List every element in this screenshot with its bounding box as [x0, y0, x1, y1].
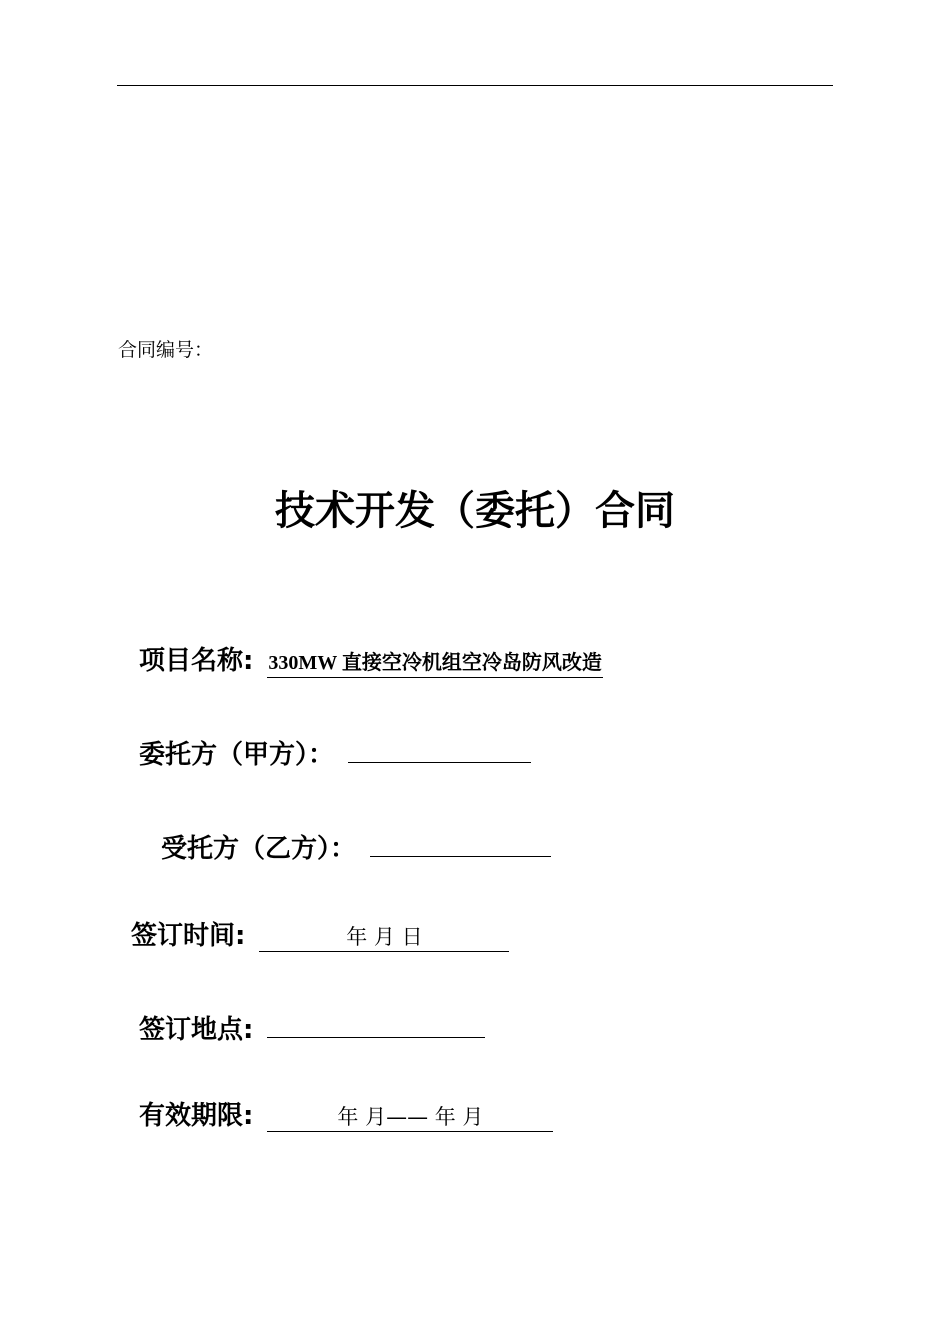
- project-name-value: 330MW 直接空冷机组空冷岛防风改造: [267, 649, 603, 678]
- sign-location-field: [139, 1009, 485, 1047]
- party-a-label: 委托方（甲方）：: [139, 740, 335, 770]
- sign-time-label: 签订时间:: [131, 921, 246, 951]
- party-a-value-line: [348, 734, 531, 763]
- validity-value-line: 年 月—— 年 月: [267, 1103, 553, 1132]
- party-b-value-line: [370, 828, 551, 857]
- party-b-label: 受托方（乙方）：: [161, 834, 357, 864]
- document-title: 技术开发（委托）合同: [275, 488, 675, 534]
- contract-number-label: 合同编号：: [118, 339, 214, 361]
- sign-location-label: 签订地点:: [139, 1015, 254, 1045]
- sign-location-value-line: [267, 1009, 485, 1038]
- party-a-field: [139, 734, 531, 772]
- header-rule: [117, 85, 833, 86]
- project-name-label: 项目名称:: [139, 646, 254, 676]
- sign-time-field: [131, 919, 509, 953]
- party-b-field: [161, 828, 551, 866]
- validity-label: 有效期限:: [139, 1101, 254, 1131]
- project-name-field: [139, 644, 603, 678]
- sign-time-value-line: 年 月 日: [259, 923, 509, 952]
- validity-field: [139, 1099, 553, 1133]
